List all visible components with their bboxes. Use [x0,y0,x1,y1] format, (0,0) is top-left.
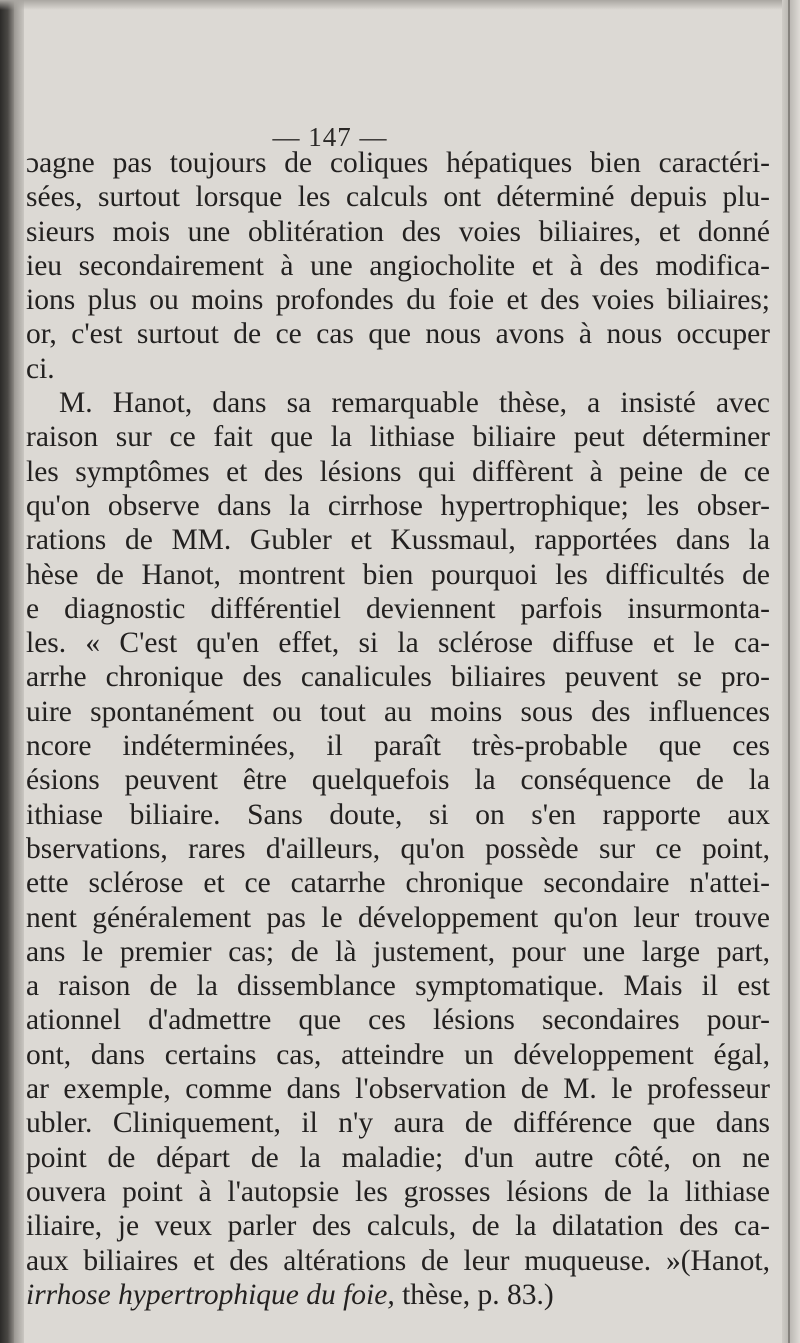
text-line: arrhe chronique des canalicules biliaires peuvent se pro- [26,661,770,694]
text-line: ncore indéterminées, il paraît très-probable que ces [26,730,770,763]
binding-gutter [0,0,14,1343]
text-line: nent généralement pas le développement qu'on leur trouve [26,901,770,934]
text-line: or, c'est surtout de ce cas que nous avons à nous occuper [26,318,770,351]
text-line: ette sclérose et ce catarrhe chronique secondaire n'attei- [26,867,770,900]
citation-title: irrhose hypertrophique du foie, [26,1278,395,1311]
text-line: ieu secondairement à une angiocholite et à des modifica- [26,249,770,282]
text-line: rations de MM. Gubler et Kussmaul, rapportées dans la [26,524,770,557]
text-line: bservations, rares d'ailleurs, qu'on possède sur ce point, [26,832,770,865]
text-line: point de départ de la maladie; d'un autre côté, on ne [26,1141,770,1174]
text-line: ationnel d'admettre que ces lésions secondaires pour- [26,1004,770,1037]
text-line: aux biliaires et des altérations de leur muqueuse. »(Hanot, [26,1244,770,1277]
citation-line [26,1278,770,1312]
right-page-edge [782,0,800,1343]
text-line: M. Hanot, dans sa remarquable thèse, a insisté avec [59,387,770,420]
text-line: a raison de la dissemblance symptomatique. Mais il est [26,970,770,1003]
text-line: ouvera point à l'autopsie les grosses lésions de la lithiase [26,1175,770,1208]
text-line: qu'on observe dans la cirrhose hypertrophique; les obser- [26,489,770,522]
top-edge-shadow [0,0,800,10]
text-line: raison sur ce fait que la lithiase biliaire peut déterminer [26,421,770,454]
text-line: sées, surtout lorsque les calculs ont déterminé depuis plu- [26,181,770,214]
page-number: — 147 — [272,122,388,152]
text-line: uire spontanément ou tout au moins sous des influences [26,695,770,728]
text-line: ésions peuvent être quelquefois la conséquence de la [26,764,770,797]
text-line: ar exemple, comme dans l'observation de M. le professeur [26,1073,770,1106]
text-line: sieurs mois une oblitération des voies biliaires, et donné [26,215,770,248]
text-line: hèse de Hanot, montrent bien pourquoi les difficultés de [26,558,770,591]
body-text [26,146,770,1312]
text-line: ans le premier cas; de là justement, pour une large part, [26,935,770,968]
text-line: ions plus ou moins profondes du foie et des voies biliaires; [26,284,770,317]
text-line: les symptômes et des lésions qui diffèrent à peine de ce [26,455,770,488]
citation-rest: thèse, p. 83.) [394,1278,554,1311]
text-line: les. « C'est qu'en effet, si la sclérose diffuse et le ca- [26,627,770,660]
text-line: e diagnostic différentiel deviennent parfois insurmonta- [26,592,770,625]
text-line: ithiase biliaire. Sans doute, si on s'en rapporte aux [26,798,770,831]
text-line: ubler. Cliniquement, il n'y aura de différence que dans [26,1107,770,1140]
text-line: ɔagne pas toujours de coliques hépatiques bien caractéri- [26,147,770,179]
text-line: ont, dans certains cas, atteindre un développement égal, [26,1038,770,1071]
binding-shadow [14,0,24,1343]
text-line: ci. [26,352,55,385]
right-edge-line [788,0,790,1343]
text-line: iliaire, je veux parler des calculs, de la dilatation des ca- [26,1210,770,1243]
